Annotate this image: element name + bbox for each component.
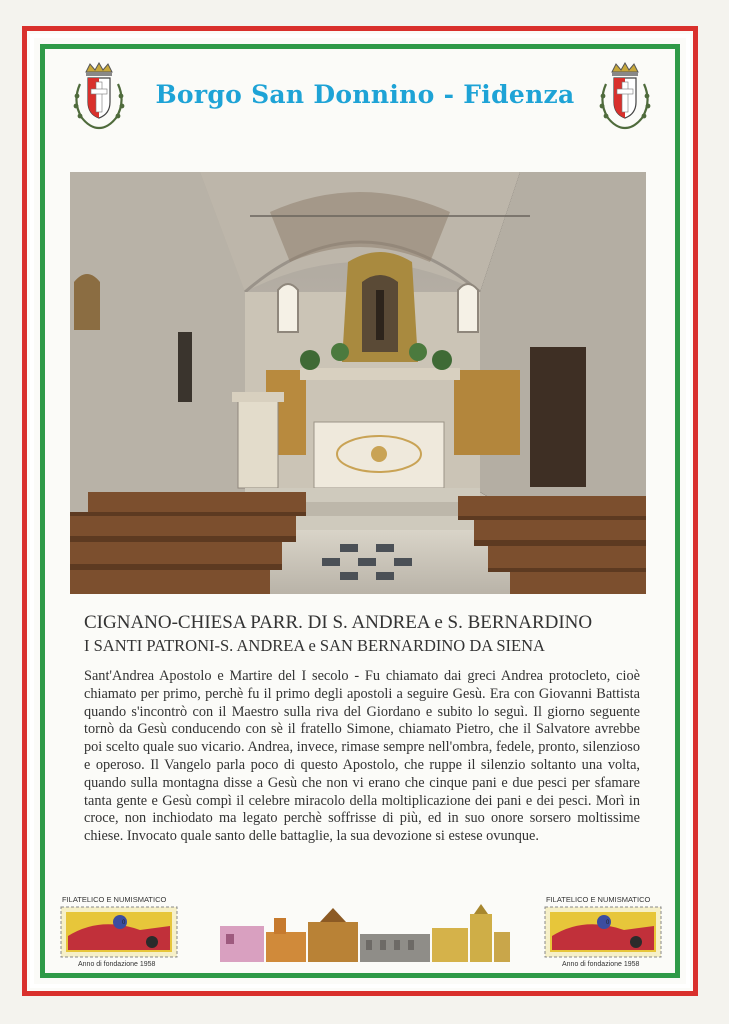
stamp-bottom-label: Anno di fondazione 1958 <box>78 961 156 968</box>
stamp-bottom-label: Anno di fondazione 1958 <box>562 961 640 968</box>
fidenza-skyline-illustration <box>220 904 510 962</box>
page-title: Borgo San Donnino - Fidenza <box>155 80 575 109</box>
stamp-top-label: FILATELICO E NUMISMATICO <box>62 895 167 904</box>
philatelic-stamp-left <box>56 890 186 970</box>
church-interior-photo <box>70 172 646 594</box>
church-heading: CIGNANO-CHIESA PARR. DI S. ANDREA e S. BERNARDINO <box>84 612 593 633</box>
stamp-top-label: FILATELICO E NUMISMATICO <box>546 895 651 904</box>
patron-saints-subheading: I SANTI PATRONI-S. ANDREA e SAN BERNARDINO DA SIENA <box>84 636 545 655</box>
stamp-value: 0 <box>122 920 126 926</box>
stamp-value: 0 <box>606 920 610 926</box>
philatelic-stamp-right <box>540 890 670 970</box>
saint-andrew-description: Sant'Andrea Apostolo e Martire del I secolo - Fu chiamato dai greci Andrea protocleto, cioè chiamato per primo, perchè fu il primo degli apostoli a seguire Gesù. Era con Giovanni Battista quando s'incontrò con il Maestro sulla riva del Giordano e subito lo seguì. Il giorno seguente tornò da Gesù conducendo con sè il fratello Simone, chiamato Pietro, che il Salvatore avrebbe poi scelto quale suo vicario. Andrea, invece, rimase sempre nell'ombra, fedele, pronto, silenzioso e operoso. Il Vangelo parla poco di questo Apostolo, che ruppe il silenzio soltanto una volta, quando sulla montagna disse a Gesù che non vi erano che cinque pani e due pesci per sfamare tanta gente e Gesù compì il celebre miracolo della moltiplicazione dei pani e dei pesci. Morì in croce, non inchiodato ma legato perchè soffrisse di più, ed in suo onore sorsero moltissime chiese. Invocato quale santo delle battaglie, la sua devozione si estese ovunque. <box>84 668 640 845</box>
